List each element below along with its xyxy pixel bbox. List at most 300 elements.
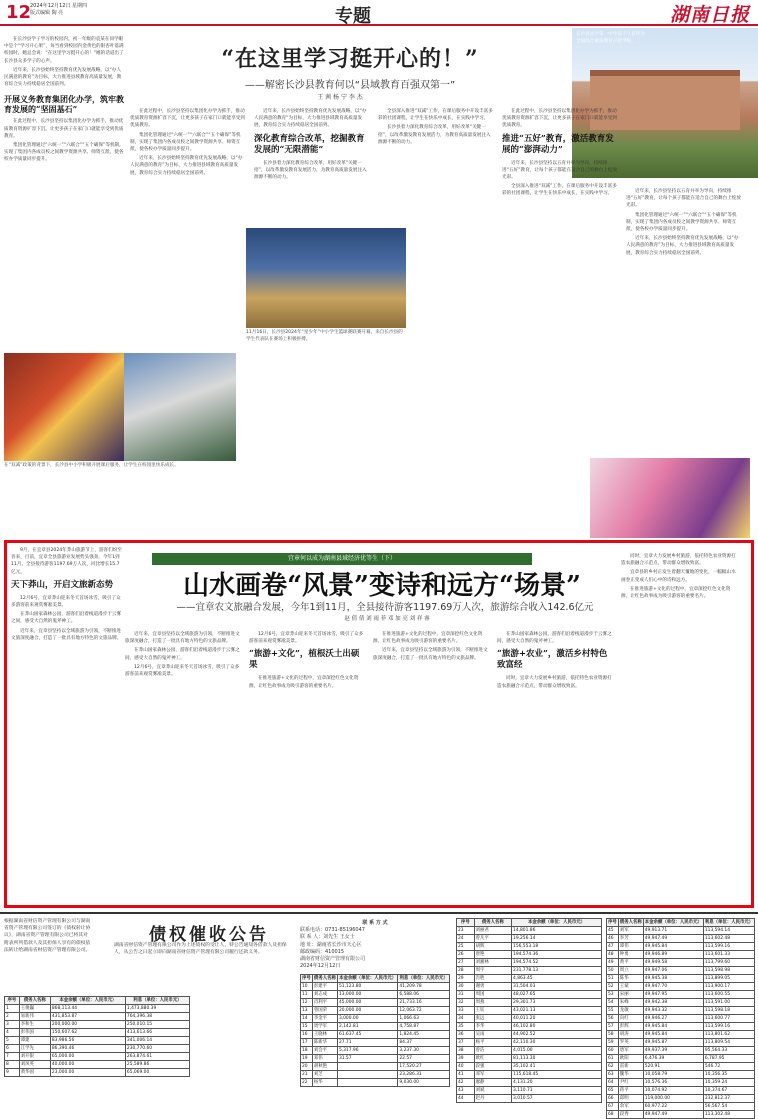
- top-story-intro: 在长沙县学子学习的校园内，初一年级的袁某在同学眼中是个“学习开心果”，每当看到校园内金黄色的银杏叶落满校园时，她总会说：“在这里学习挺开心的！”她的话道出了长沙县众多学子的心声。: [4, 37, 124, 64]
- table-header-cell: 序号: [5, 997, 20, 1005]
- table-row: [607, 1047, 755, 1055]
- section-title: 专题: [335, 6, 371, 27]
- table-cell: 1,066.63: [398, 1015, 450, 1023]
- table-cell: 60: [607, 1047, 619, 1055]
- table-cell: 43,021.13: [512, 1007, 602, 1015]
- table-row: [607, 959, 755, 967]
- table-cell: 37: [457, 1039, 475, 1047]
- table-cell: 113,601.33: [703, 951, 754, 959]
- basketball-photo-caption: 11月16日，长沙县2024年“星少年”中小学生篮球赛联赛开幕，来自长沙县的学生代表队在赛场上积极拼搏。: [246, 330, 403, 342]
- feature-column-2: [249, 631, 365, 692]
- table-cell: 67: [607, 1103, 619, 1111]
- fcol5-c: 在推进旅游+文化的过程中，宜章深挖红色文化资源，让红色故事成为吸引游客的重要名片。: [621, 586, 731, 600]
- table-cell: 54: [607, 999, 619, 1007]
- table-row: [607, 999, 755, 1007]
- table-cell: 113,302.48: [703, 1111, 754, 1119]
- table-cell: 50: [607, 967, 619, 975]
- table-cell: 17,520.27: [398, 1063, 450, 1071]
- table-cell: 95,564.33: [703, 1047, 754, 1055]
- table-row: [457, 927, 602, 935]
- table-cell: 28: [457, 967, 475, 975]
- table-cell: 6: [5, 1045, 20, 1053]
- feature-subhead-culture: “旅游+文化”，植根沃土出硕果: [249, 649, 360, 671]
- table-row: [457, 999, 602, 1007]
- table-cell: 刘斌: [474, 1087, 511, 1095]
- table-row: [457, 1055, 602, 1063]
- bond-mid-text: 湖南省财信资产管理有限公司作为上述债权的受让人，特公告通知各借款人及担保人，从公告之日起立即向湖南省财信资产管理有限公司履行还款义务。: [114, 943, 287, 955]
- table-cell: 39: [457, 1055, 475, 1063]
- table-cell: 王斌: [618, 983, 643, 991]
- table-cell: 113,801.62: [703, 1031, 754, 1039]
- table-cell: 黄平: [618, 959, 643, 967]
- table-row: [5, 1069, 190, 1077]
- table-row: [457, 943, 602, 951]
- table-row: [5, 1053, 190, 1061]
- feature-column-4: [497, 631, 613, 692]
- table-cell: 12,063.72: [398, 1007, 450, 1015]
- feature-columns: [125, 553, 751, 905]
- table-cell: 49,946.27: [643, 1015, 703, 1023]
- table-cell: 62: [607, 1063, 619, 1071]
- table-cell: 49,945.84: [643, 1031, 703, 1039]
- table-cell: 14,801.86: [512, 927, 602, 935]
- table-row: [607, 1055, 755, 1063]
- table-cell: 16: [301, 1031, 313, 1039]
- col1-text-b: 集团化管理通过“六统一”“六联合”“五个确保”等机制，实现了集团内各成员校之间教学资源共享、师资互派，使各校办学质量同步提升。: [130, 132, 241, 153]
- table-row: [457, 1023, 602, 1031]
- table-cell: 10,359.24: [703, 1079, 754, 1087]
- feature-title: 山水画卷“风景”变诗和远方“场景”: [183, 571, 581, 601]
- top-story-body-2: 在此过程中，长沙县坚持以集团化办学为抓手，推动优质教育资源扩容下沉，让更多孩子在家门口就能享受到优质教育。: [4, 119, 124, 139]
- table-cell: 413,613.66: [125, 1029, 189, 1037]
- table-header-cell: 债务人名称: [619, 920, 642, 925]
- table-row: [457, 959, 602, 967]
- table-cell: 194,574.52: [512, 959, 602, 967]
- top-story: [0, 28, 758, 538]
- top-story-left-column: [4, 36, 124, 166]
- table-row: [457, 1087, 602, 1095]
- table-cell: 35: [457, 1023, 475, 1031]
- table-cell: 刘会平: [312, 1047, 337, 1055]
- table-cell: 欧阳: [618, 1055, 643, 1063]
- table-cell: 刘芝: [312, 1071, 337, 1079]
- table-cell: 李和生: [19, 1021, 50, 1029]
- feature-column-1: [125, 631, 241, 680]
- table-cell: 李金平: [312, 1015, 337, 1023]
- table-row: [607, 1007, 755, 1015]
- table-cell: 49,947.06: [643, 967, 703, 975]
- table-header-row: [301, 975, 450, 983]
- table-cell: 王晓林: [312, 1031, 337, 1039]
- table-cell: 刘开银: [19, 1053, 50, 1061]
- fcol3-a: 在推进旅游+文化的过程中，宜章深挖红色文化资源，让红色故事成为吸引游客的重要名片。: [373, 632, 483, 645]
- table-cell: 18: [301, 1047, 313, 1055]
- table-cell: 7: [5, 1053, 20, 1061]
- table-cell: [337, 1063, 397, 1071]
- table-cell: 10,576.36: [643, 1079, 703, 1087]
- table-cell: 3,110.71: [512, 1087, 602, 1095]
- table-cell: 谭建: [19, 1037, 50, 1045]
- table-cell: 彭伟国: [19, 1029, 50, 1037]
- table-row: [5, 1005, 190, 1013]
- fcol4-a: 在莽山国家森林公园，游客们沿着栈道漫步于云雾之间，感受大自然的鬼斧神工。: [497, 632, 612, 645]
- table-row: [5, 1021, 190, 1029]
- table-cell: 周宇: [474, 967, 511, 975]
- table-cell: 65,000.00: [50, 1053, 125, 1061]
- table-cell: 1: [5, 1005, 20, 1013]
- feature-column-3: [373, 631, 489, 664]
- table-cell: 230,770.60: [125, 1045, 189, 1053]
- table-cell: 119,000.00: [643, 1095, 703, 1103]
- table-cell: 47: [607, 943, 619, 951]
- table-row: [457, 975, 602, 983]
- table-row: [301, 1031, 450, 1039]
- table-header-cell: 债务人名称: [474, 919, 511, 927]
- table-cell: 49,943.32: [643, 1007, 703, 1015]
- table-cell: 20,000.00: [337, 1007, 397, 1015]
- table-cell: 113,900.17: [703, 983, 754, 991]
- feature-subtitle: ——宜章农文旅融合发展，今年1到11月，全县接待游客1197.69万人次，旅游综合收入142.6亿元: [176, 602, 594, 613]
- bond-contact-line: 2024年12月12日: [300, 963, 341, 970]
- table-row: [457, 1071, 602, 1079]
- feature-intro: 9月，在宜章县2024年莽山旅游节上，游客们纷至沓来，目前，宜章全县旅游业发展势头强劲，今年1到11月，全县接待游客1197.69万人次，同比增长15.7亿元。: [11, 548, 122, 575]
- table-cell: 22: [301, 1079, 313, 1087]
- table-cell: 113,591.00: [703, 999, 754, 1007]
- feature-byline: 赵 倩 倩 刘 雨 菲 邓 加 亮 刘 祥 睿: [344, 616, 430, 622]
- table-cell: 49,945.38: [643, 975, 703, 983]
- table-row: [607, 1095, 755, 1103]
- table-cell: 57: [607, 1023, 619, 1031]
- bond-collection-notice: [0, 912, 758, 1117]
- students-activity-photo: [124, 353, 236, 461]
- table-cell: 5,317.96: [337, 1047, 397, 1055]
- table-cell: 21,733.16: [398, 999, 450, 1007]
- top-story-column-5: [626, 188, 742, 259]
- dance-performance-photo: [590, 458, 750, 538]
- table-cell: 83,986.56: [50, 1037, 125, 1045]
- table-cell: 21: [301, 1071, 313, 1079]
- table-cell: 10,058.79: [643, 1071, 703, 1079]
- table-header-cell: 本金余额（单位：人民币元）: [512, 919, 602, 927]
- table-cell: 49,945.87: [643, 1039, 703, 1047]
- table-row: [607, 1111, 755, 1119]
- table-cell: 胡辉: [474, 943, 511, 951]
- table-row: [607, 1039, 755, 1047]
- table-row: [457, 1079, 602, 1087]
- table-cell: 53: [607, 991, 619, 999]
- table-cell: 23,000.00: [50, 1069, 125, 1077]
- table-cell: 19: [301, 1055, 313, 1063]
- table-cell: 49,945.84: [643, 1023, 703, 1031]
- table-cell: 蒋平: [618, 1087, 643, 1095]
- table-cell: 86,390.46: [50, 1045, 125, 1053]
- table-cell: 150,607.62: [50, 1029, 125, 1037]
- table-cell: 4,131.20: [512, 1079, 602, 1087]
- table-row: [607, 975, 755, 983]
- table-row: [457, 1007, 602, 1015]
- table-row: [457, 1015, 602, 1023]
- bond-title: 债权催收公告: [149, 925, 269, 945]
- table-cell: 59: [607, 1039, 619, 1047]
- table-header-cell: 利息（单位：人民币元）: [704, 920, 754, 925]
- table-cell: 邱明: [618, 1095, 643, 1103]
- fcol2-b: 在推进旅游+文化的过程中，宜章深挖红色文化资源，让红色故事成为吸引游客的重要名片。: [249, 676, 359, 689]
- table-cell: 6,476.39: [643, 1055, 703, 1063]
- table-cell: 33: [457, 1007, 475, 1015]
- table-cell: 4,758.87: [398, 1023, 450, 1031]
- table-cell: 刘湘林: [474, 959, 511, 967]
- bond-contact-heading: 联 系 方 式: [362, 920, 388, 926]
- table-cell: 廖静: [474, 1079, 511, 1087]
- table-cell: 764,396.38: [125, 1013, 189, 1021]
- table-cell: 20: [301, 1063, 313, 1071]
- col1-text-a: 在此过程中，长沙县坚持以集团化办学为抓手，推动优质教育资源扩容下沉，让更多孩子在家门口就能享受到优质教育。: [130, 109, 245, 129]
- table-header-cell: 债务人名称: [313, 976, 336, 981]
- table-cell: 36: [457, 1031, 475, 1039]
- table-row: [457, 951, 602, 959]
- table-cell: 52: [607, 983, 619, 991]
- table-cell: 赵丹: [474, 1095, 511, 1103]
- table-cell: 欧红: [474, 1055, 511, 1063]
- top-story-body-1: 近年来，长沙县始终坚持教育优先发展战略，以“办人民满意的教育”为目标，大力推进县域教育高质量发展，教育综合实力持续稳居全国前列。: [4, 67, 122, 88]
- table-row: [607, 927, 755, 935]
- table-header-row: [457, 919, 602, 927]
- table-cell: 3,000.00: [337, 1015, 397, 1023]
- table-cell: 84.37: [398, 1039, 450, 1047]
- table-cell: 49,913.71: [643, 927, 703, 935]
- table-cell: 段强: [474, 1063, 511, 1071]
- fcol4-b: 同时，宜章大力发展乡村旅游，依托特色农业资源打造农旅融合示范点，带动群众增收致富。: [497, 676, 612, 689]
- col3-text-b: 长沙县着力深化教育综合改革，用好改革“关键一招”，以改革激发教育发展活力，为教育高质量发展注入源源不断的动力。: [378, 125, 491, 145]
- table-cell: 115,618.45: [512, 1071, 602, 1079]
- table-cell: 250,010.15: [125, 1021, 189, 1029]
- table-cell: 232,812.37: [703, 1095, 754, 1103]
- table-cell: 64: [607, 1079, 619, 1087]
- table-row: [607, 1087, 755, 1095]
- col2-text-a: 近年来，长沙县始终坚持教育优先发展战略，以“办人民满意的教育”为目标，大力推进县域教育高质量发展，教育综合实力持续稳居全国前列。: [254, 109, 367, 129]
- table-cell: 3: [5, 1021, 20, 1029]
- table-cell: 61: [607, 1055, 619, 1063]
- table-cell: 113,599.16: [703, 1023, 754, 1031]
- table-cell: [337, 1079, 397, 1087]
- table-cell: 44,902.52: [512, 1031, 602, 1039]
- table-header-cell: 本金余额（单位：人民币元）: [50, 997, 125, 1005]
- table-cell: 杨华: [312, 1079, 337, 1087]
- table-row: [607, 991, 755, 999]
- bond-contact-line: 湖南省财信资产管理有限公司: [300, 956, 366, 963]
- table-cell: 4: [5, 1029, 20, 1037]
- table-row: [457, 1063, 602, 1071]
- table-cell: 231,778.13: [512, 967, 602, 975]
- school-photo-caption: 长沙县星沙第一中学前不久获评为全国综合素质教育示范学校。: [576, 32, 645, 44]
- table-cell: 谭伟: [618, 943, 643, 951]
- table-cell: 1,473,880.39: [125, 1005, 189, 1013]
- table-row: [301, 1007, 450, 1015]
- fcol3-b: 近年来，宜章县坚持以全域旅游为引领，不断推进文旅深度融合，打造了一批具有地方特色的文旅品牌。: [373, 648, 488, 661]
- bond-table-right-1: [456, 918, 602, 1103]
- bond-table-middle: [300, 974, 450, 1087]
- table-cell: 唐艳: [474, 951, 511, 959]
- table-cell: 李华: [474, 1023, 511, 1031]
- table-row: [607, 1031, 755, 1039]
- table-cell: 12: [301, 999, 313, 1007]
- table-cell: 刘凤英: [19, 1061, 50, 1069]
- col5-text-c: 近年来，长沙县始终坚持教育优先发展战略，以“办人民满意的教育”为目标，大力推进县域教育高质量发展，教育综合实力持续稳居全国前列。: [626, 236, 739, 256]
- table-cell: 1,824.45: [398, 1031, 450, 1039]
- table-header-cell: 序号: [457, 919, 475, 927]
- table-cell: 40,000.00: [50, 1061, 125, 1069]
- table-cell: 25: [457, 943, 475, 951]
- table-cell: 邓伟: [312, 1055, 337, 1063]
- table-row: [301, 983, 450, 991]
- table-cell: 17: [301, 1039, 313, 1047]
- table-cell: 49,946.89: [643, 951, 703, 959]
- table-cell: 3,010.57: [512, 1095, 602, 1103]
- table-cell: 10,356.35: [703, 1071, 754, 1079]
- table-cell: 46,102.80: [512, 1023, 602, 1031]
- table-cell: 余军: [618, 1103, 643, 1111]
- fcol1-a: 近年来，宜章县坚持以全域旅游为引领，不断推进文旅深度融合，打造了一批具有地方特色的文旅品牌。: [125, 632, 240, 645]
- table-row: [607, 967, 755, 975]
- table-cell: 6,787.95: [703, 1055, 754, 1063]
- table-row: [457, 991, 602, 999]
- table-cell: 26: [457, 951, 475, 959]
- table-cell: 868,113.44: [50, 1005, 125, 1013]
- table-cell: 61,637.45: [337, 1031, 397, 1039]
- subhead-five-good: 推进“五好”教育，激活教育发展的“澎湃动力”: [502, 133, 614, 155]
- fcol5-b: 宜章县的乡村正发生着翻天覆地的变化，一幅幅山水画卷正变成人们心中的诗和远方。: [621, 570, 736, 583]
- table-cell: 杨平: [474, 1039, 511, 1047]
- table-cell: 2: [5, 1013, 20, 1021]
- table-cell: 易新伟: [19, 1013, 50, 1021]
- table-header-row: [5, 997, 190, 1005]
- table-cell: 65: [607, 1087, 619, 1095]
- table-cell: 31: [457, 991, 475, 999]
- table-cell: 46: [607, 935, 619, 943]
- bond-contact-line: 联系电话：0731-85196047: [300, 927, 365, 934]
- table-row: [607, 943, 755, 951]
- col5-text-b: 集团化管理通过“六统一”“六联合”“五个确保”等机制，实现了集团内各成员校之间教学资源共享、师资互派，使各校办学质量同步提升。: [626, 212, 737, 233]
- table-cell: 45,000.00: [337, 999, 397, 1007]
- table-cell: 陈华: [618, 975, 643, 983]
- table-cell: 4,863.45: [512, 975, 602, 983]
- table-cell: 24: [457, 935, 475, 943]
- table-cell: 49,937.39: [643, 1047, 703, 1055]
- masthead-meta: [30, 3, 87, 17]
- table-cell: 曾凡平: [474, 935, 511, 943]
- table-header-cell: 利息（单位：人民币元）: [399, 976, 448, 981]
- table-cell: 10,074.92: [643, 1087, 703, 1095]
- table-cell: 李芳: [618, 935, 643, 943]
- table-cell: 27.71: [337, 1039, 397, 1047]
- fcol1-b: 在莽山国家森林公园，游客们沿着栈道漫步于云雾之间，感受大自然的鬼斧神工。: [125, 648, 240, 661]
- table-cell: 49,947.95: [643, 991, 703, 999]
- table-cell: 曾洁: [474, 1047, 511, 1055]
- table-cell: 段秀: [618, 1111, 643, 1119]
- table-header-cell: 序号: [608, 920, 617, 925]
- table-cell: 9: [5, 1069, 20, 1077]
- table-header-cell: 本金余额（单位：人民币元）: [644, 920, 702, 925]
- table-cell: 11: [301, 991, 313, 999]
- table-cell: 宋丽: [618, 991, 643, 999]
- table-cell: 23: [457, 927, 475, 935]
- fcol1-c: 12月6号，宜章莽山迎来冬天首场冰雪，吸引了众多游客前来观赏雾凇美景。: [125, 664, 240, 678]
- subhead-group-schooling: 开展义务教育集团化办学，筑牢教育发展的“坚固基石”: [4, 94, 124, 115]
- table-row: [301, 1055, 450, 1063]
- table-cell: 江学先: [19, 1045, 50, 1053]
- table-cell: [337, 1071, 397, 1079]
- table-cell: 王俊巍: [19, 1005, 50, 1013]
- top-story-subtitle: ——解密长沙县教育何以“县域教育百强双第一”: [244, 80, 456, 91]
- table-row: [607, 935, 755, 943]
- masthead: [0, 0, 758, 26]
- table-cell: 6,588.06: [398, 991, 450, 999]
- feature-left-body-1: 12月6号，宜章莽山迎来冬天首场冰雪，吸引了众多游客前来观赏雾凇美景。: [11, 595, 121, 609]
- table-row: [607, 1023, 755, 1031]
- table-cell: 341,006.14: [125, 1037, 189, 1045]
- table-cell: 罗英: [618, 1039, 643, 1047]
- top-story-column-4: [502, 108, 618, 200]
- bond-table-right-2: [606, 918, 755, 1119]
- bond-contact-line: 地 址：湖南省长沙市天心区: [300, 941, 362, 948]
- subhead-reform: 深化教育综合改革，挖掘教育发展的“无限潜能”: [254, 133, 365, 155]
- table-cell: 113,799.60: [703, 959, 754, 967]
- table-cell: 32: [457, 999, 475, 1007]
- col1-text-c: 近年来，长沙县始终坚持教育优先发展战略，以“办人民满意的教育”为目标，大力推进县域教育高质量发展，教育综合实力持续稳居全国前列。: [130, 156, 243, 176]
- table-cell: 唐军: [618, 1047, 643, 1055]
- table-row: [457, 983, 602, 991]
- table-cell: 31.57: [337, 1055, 397, 1063]
- bond-table-left: [4, 996, 190, 1077]
- table-cell: 钟勇: [618, 951, 643, 959]
- table-cell: 156,553.18: [512, 943, 602, 951]
- table-cell: 49,947.49: [643, 935, 703, 943]
- table-cell: 曾国荣: [312, 1007, 337, 1015]
- table-row: [301, 999, 450, 1007]
- table-cell: 431,853.87: [50, 1013, 125, 1021]
- table-cell: 60,977.22: [643, 1103, 703, 1111]
- table-row: [607, 983, 755, 991]
- feature-yizhang-tourism: [4, 540, 754, 908]
- table-row: [5, 1029, 190, 1037]
- bond-contact-line: 邮政编码：410015: [300, 948, 345, 955]
- top-story-column-2: [254, 108, 370, 183]
- table-row: [607, 1071, 755, 1079]
- table-cell: 尹红: [618, 1079, 643, 1087]
- table-cell: 2,142.81: [337, 1023, 397, 1031]
- table-cell: 58: [607, 1031, 619, 1039]
- table-header-cell: 序号: [302, 976, 311, 981]
- table-row: [301, 1071, 450, 1079]
- table-cell: 王钰: [474, 1007, 511, 1015]
- table-cell: 40: [457, 1063, 475, 1071]
- table-row: [301, 1079, 450, 1087]
- table-cell: 49,945.84: [643, 943, 703, 951]
- basketball-game-photo: [246, 228, 406, 328]
- feature-subhead-mangshan: 天下莽山，开启文旅新态势: [11, 579, 114, 590]
- table-cell: 34: [457, 1015, 475, 1023]
- table-cell: 吴雨: [474, 1031, 511, 1039]
- table-cell: 41: [457, 1071, 475, 1079]
- top-story-column-1: [130, 108, 246, 179]
- table-cell: 22.57: [398, 1055, 450, 1063]
- table-header-cell: 债务人名称: [19, 997, 50, 1005]
- table-cell: 周学军: [312, 1023, 337, 1031]
- table-cell: 29,301.73: [512, 999, 602, 1007]
- feature-left-body-3: 近年来，宜章县坚持以全域旅游为引领，不断推进文旅深度融合，打造了一批具有地方特色的文旅品牌。: [11, 628, 122, 641]
- after-school-photo-caption: 在“双减”政策的背景下，长沙县中小学积极开展课后服务，让学生在校园里快乐成长。: [4, 463, 179, 468]
- table-row: [607, 951, 755, 959]
